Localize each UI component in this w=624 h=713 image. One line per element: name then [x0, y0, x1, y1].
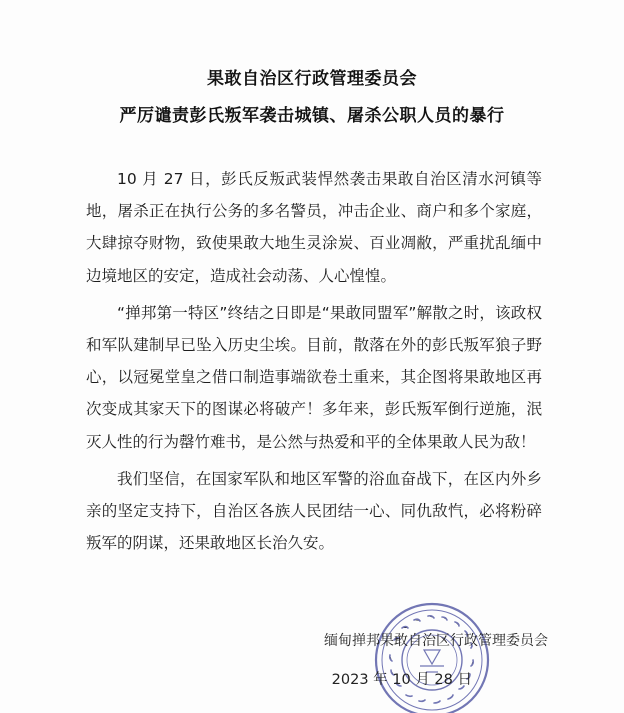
issue-date: 2023 年 10 月 28 日: [331, 672, 472, 688]
paragraph-3: 我们坚信，在国家军队和地区军警的浴血奋战下，在区内外乡亲的坚定支持下，自治区各族人民团结一心、同仇敌忾，必将粉碎叛军的阴谋，还果敢地区长治久安。: [86, 469, 542, 553]
document-title-statement: 严厉谴责彭氏叛军袭击城镇、屠杀公职人员的暴行: [119, 106, 505, 126]
issuer-signature: 缅甸掸邦果敢自治区行政管理委员会: [324, 633, 548, 649]
official-seal-icon: [372, 600, 492, 713]
document-title-issuer: 果敢自治区行政管理委员会: [207, 69, 417, 89]
paragraph-1: 10 月 27 日，彭氏反叛武装悍然袭击果敢自治区清水河镇等地，屠杀正在执行公务的多名警员，冲击企业、商户和多个家庭，大肆掠夺财物，致使果敢大地生灵涂炭、百业凋敝，严重扰乱缅中边境地区的安定，造成社会动荡、人心惶惶。: [86, 170, 542, 285]
paragraph-2: “掸邦第一特区”终结之日即是“果敢同盟军”解散之时，该政权和军队建制早已坠入历史尘埃。目前，散落在外的彭氏叛军狼子野心，以冠冕堂皇之借口制造事端欲卷土重来，其企图将果敢地区再次变成其家天下的图谋必将破产！多年来，彭氏叛军倒行逆施，泯灭人性的行为罄竹难书，是公然与热爱和平的全体果敢人民为敌！: [86, 303, 542, 451]
document-body: [86, 163, 542, 564]
